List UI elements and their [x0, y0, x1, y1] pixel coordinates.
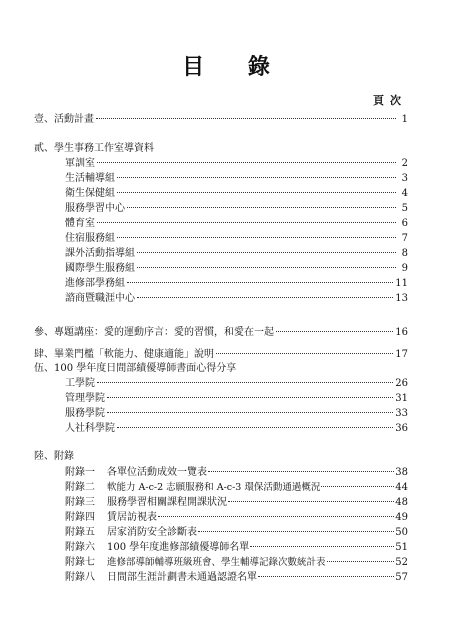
dot-leader	[327, 561, 395, 562]
toc-entry-label: 進修部學務組	[65, 278, 125, 289]
toc-entry	[65, 217, 408, 230]
toc-entry-page: 49	[395, 512, 408, 523]
toc-entry	[65, 377, 408, 390]
toc-entry-page: 1	[401, 114, 408, 125]
dot-leader	[137, 297, 393, 298]
toc-entry-page: 7	[401, 233, 408, 244]
toc-entry-label: 壹、活動計畫	[34, 114, 94, 125]
toc-title: 目 錄	[182, 54, 288, 80]
toc-entry-page: 3	[401, 173, 408, 184]
toc-entry-label: 進修部導師輔導班級班會、學生輔導記錄次數統計表	[107, 557, 326, 568]
toc-entry-page: 50	[395, 527, 408, 538]
dot-leader	[117, 192, 396, 193]
dot-leader	[97, 162, 396, 163]
appendix-prefix: 附錄一	[65, 467, 95, 478]
appendix-entry	[65, 556, 408, 569]
dot-leader	[96, 118, 396, 119]
toc-entry	[34, 326, 408, 339]
appendix-prefix: 附錄八	[65, 572, 95, 583]
dot-leader	[97, 382, 393, 383]
dot-leader	[198, 531, 394, 532]
toc-entry	[65, 407, 408, 420]
toc-entry-page: 51	[395, 542, 408, 553]
toc-entry-label: 日間部生涯計劃書未通過認證名單	[107, 572, 257, 583]
toc-entry-page: 57	[395, 572, 408, 583]
appendix-entry	[65, 541, 408, 554]
appendix-entry	[65, 466, 408, 479]
toc-entry-label: 體育室	[65, 218, 95, 229]
toc-entry-page: 6	[401, 218, 408, 229]
appendix-entry	[65, 571, 408, 584]
page-column-header: 頁次	[373, 94, 407, 107]
toc-entry-page: 36	[395, 423, 408, 434]
toc-entry-page: 38	[395, 467, 408, 478]
toc-entry-label: 衛生保健組	[65, 188, 115, 199]
dot-leader	[107, 397, 393, 398]
toc-entry-page: 9	[401, 263, 408, 274]
dot-leader	[208, 471, 394, 472]
toc-entry	[65, 422, 408, 435]
toc-entry-label: 生活輔導組	[65, 173, 115, 184]
toc-entry-page: 11	[395, 278, 408, 289]
toc-entry-label: 服務學院	[65, 408, 105, 419]
dot-leader	[137, 252, 396, 253]
dot-leader	[258, 576, 394, 577]
toc-entry-page: 2	[401, 158, 408, 169]
dot-leader	[228, 501, 394, 502]
toc-entry-label: 100 學年度進修部績優導師名單	[107, 542, 250, 553]
appendix-prefix: 附錄三	[65, 497, 95, 508]
appendix-prefix: 附錄五	[65, 527, 95, 538]
toc-entry-page: 44	[395, 482, 408, 493]
toc-entry-label: 居家消防安全診斷表	[107, 527, 197, 538]
toc-entry-page: 4	[401, 188, 408, 199]
toc-entry-page: 16	[395, 327, 408, 338]
toc-entry-page: 17	[395, 349, 408, 360]
toc-entry-label: 參、專題講座：愛的運動序言：愛的習慣，和愛在一起	[34, 327, 274, 338]
section-heading: 貳、學生事務工作室導資料	[34, 143, 154, 154]
toc-entry-label: 軍訓室	[65, 158, 95, 169]
dot-leader	[127, 282, 393, 283]
toc-entry	[65, 187, 408, 200]
toc-entry-page: 26	[395, 378, 408, 389]
dot-leader	[321, 486, 394, 487]
toc-entry	[65, 172, 408, 185]
toc-entry-label: 各單位活動成效一覽表	[107, 467, 207, 478]
appendix-entry	[65, 496, 408, 509]
toc-entry	[65, 202, 408, 215]
dot-leader	[117, 177, 396, 178]
toc-entry-page: 8	[401, 248, 408, 259]
toc-entry-page: 48	[395, 497, 408, 508]
dot-leader	[117, 427, 393, 428]
toc-entry-label: 國際學生服務組	[65, 263, 135, 274]
toc-entry-page: 31	[395, 393, 408, 404]
toc-entry	[65, 157, 408, 170]
dot-leader	[158, 516, 394, 517]
toc-entry	[34, 348, 408, 361]
toc-entry	[34, 113, 408, 126]
toc-entry	[65, 292, 408, 305]
toc-entry-label: 工學院	[65, 378, 95, 389]
appendix-entry	[65, 511, 408, 524]
toc-entry-label: 賃居訪視表	[107, 512, 157, 523]
toc-entry-label: 人社科學院	[65, 423, 115, 434]
dot-leader	[276, 331, 393, 332]
appendix-prefix: 附錄六	[65, 542, 95, 553]
section-heading: 陸、附錄	[34, 451, 74, 462]
dot-leader	[117, 237, 396, 238]
appendix-prefix: 附錄四	[65, 512, 95, 523]
toc-entry	[65, 277, 408, 290]
toc-entry-page: 33	[395, 408, 408, 419]
toc-entry-label: 住宿服務組	[65, 233, 115, 244]
dot-leader	[127, 207, 396, 208]
toc-entry-label: 服務學習中心	[65, 203, 125, 214]
dot-leader	[250, 546, 394, 547]
toc-entry	[65, 247, 408, 260]
dot-leader	[97, 222, 396, 223]
toc-entry	[65, 392, 408, 405]
toc-entry-label: 軟能力 A-c-2 志願服務和 A-c-3 環保活動通過概況	[107, 482, 321, 493]
toc-entry-page: 5	[401, 203, 408, 214]
appendix-prefix: 附錄二	[65, 482, 95, 493]
toc-entry-label: 肆、畢業門檻「軟能力、健康適能」說明	[34, 349, 214, 360]
toc-entry-label: 服務學習相關課程開課狀況	[107, 497, 227, 508]
appendix-entry	[65, 526, 408, 539]
dot-leader	[216, 353, 393, 354]
toc-entry	[65, 232, 408, 245]
section-heading: 伍、100 學年度日間部績優導師書面心得分享	[34, 363, 237, 374]
dot-leader	[107, 412, 393, 413]
appendix-prefix: 附錄七	[65, 557, 95, 568]
toc-entry-label: 課外活動指導組	[65, 248, 135, 259]
toc-entry-label: 管理學院	[65, 393, 105, 404]
dot-leader	[137, 267, 396, 268]
toc-entry-page: 13	[395, 293, 408, 304]
toc-entry	[65, 262, 408, 275]
toc-entry-label: 諮商暨職涯中心	[65, 293, 135, 304]
toc-entry-page: 52	[395, 557, 408, 568]
appendix-entry	[65, 481, 408, 494]
